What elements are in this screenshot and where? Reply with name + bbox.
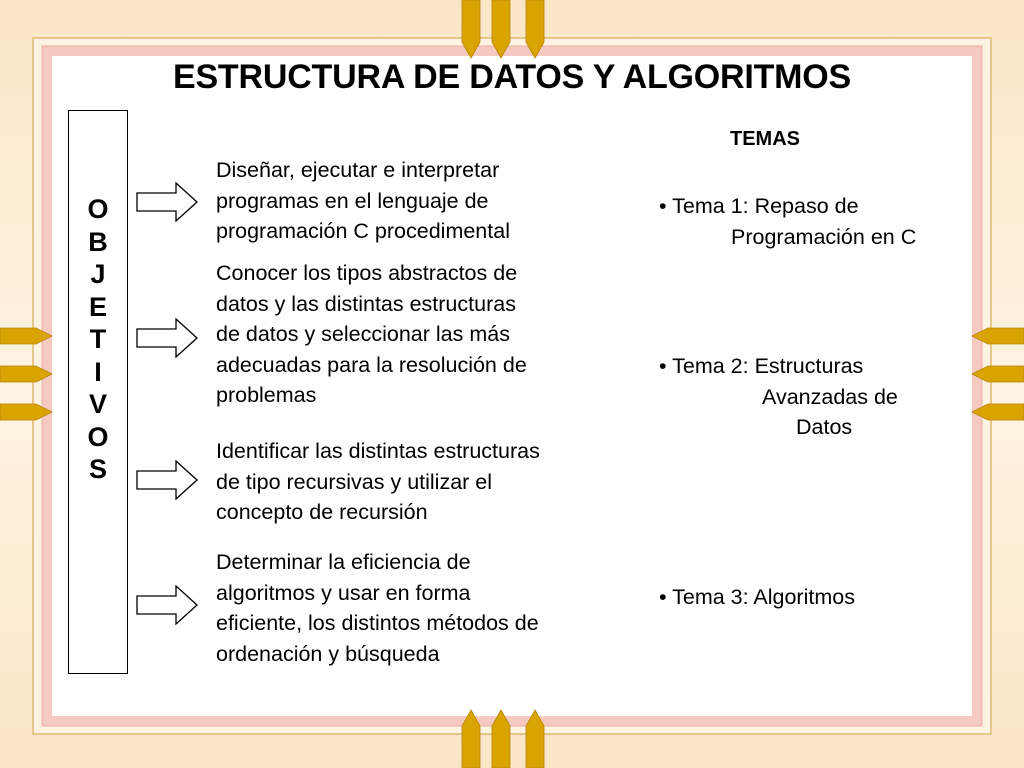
tema-line: Tema 1: Repaso de — [672, 194, 859, 218]
objetivo-item — [216, 436, 611, 528]
objetivos-letter: S — [88, 454, 107, 484]
bottom-ribbons-decoration — [462, 710, 544, 768]
objetivo-line: de datos y seleccionar las más — [216, 322, 510, 346]
objetivo-line: ordenación y búsqueda — [216, 641, 440, 666]
objetivo-line: eficiente, los distintos métodos de — [216, 611, 539, 635]
bullet-icon: • — [659, 354, 667, 378]
right-arrow-icon — [136, 585, 198, 625]
objetivo-line: programación C procedimental — [216, 219, 510, 243]
objetivos-letter: O — [87, 194, 109, 224]
temas-heading: TEMAS — [730, 128, 800, 150]
top-ribbons-decoration — [462, 0, 544, 58]
objetivo-line: Conocer los tipos abstractos de — [216, 261, 518, 285]
objetivo-line: problemas — [216, 383, 317, 407]
right-arrow-icon — [136, 182, 198, 222]
right-arrow-icon — [136, 460, 198, 500]
objetivos-letter: E — [88, 291, 107, 322]
tema-line: Programación en C — [731, 224, 917, 249]
objetivo-line: Identificar las distintas estructuras — [216, 439, 540, 463]
objetivos-letter: J — [90, 259, 106, 289]
objetivo-line: Diseñar, ejecutar e interpretar — [216, 158, 500, 182]
objetivo-line: concepto de recursión — [216, 500, 428, 524]
tema-item — [659, 191, 969, 252]
slide-title: ESTRUCTURA DE DATOS Y ALGORITMOS — [172, 58, 852, 96]
bullet-icon: • — [659, 585, 667, 609]
tema-line: Datos — [796, 415, 853, 439]
objetivo-line: Determinar la eficiencia de — [216, 550, 471, 574]
right-arrow-icon — [136, 318, 198, 358]
objetivo-item — [216, 258, 611, 411]
tema-item — [659, 351, 969, 443]
tema-line: Avanzadas de — [762, 384, 898, 409]
objetivo-line: adecuadas para la resolución de — [216, 352, 527, 377]
objetivos-letter: B — [88, 226, 108, 257]
objetivo-line: programas en el lenguaje de — [216, 188, 489, 213]
objetivo-line: de tipo recursivas y utilizar el — [216, 469, 493, 494]
objetivos-letter: V — [88, 389, 107, 419]
objetivo-line: algoritmos y usar en forma — [216, 580, 471, 605]
tema-line: Tema 2: Estructuras — [672, 354, 864, 378]
objetivo-line: datos y las distintas estructuras — [216, 291, 516, 316]
objetivos-vertical-label — [69, 193, 127, 486]
tema-item — [659, 582, 969, 613]
objetivos-letter: O — [87, 421, 109, 452]
objetivos-letter: I — [94, 356, 102, 387]
objetivos-box — [68, 110, 128, 674]
tema-line: Tema 3: Algoritmos — [672, 585, 855, 609]
objetivo-item — [216, 155, 611, 247]
objetivo-item — [216, 547, 611, 669]
bullet-icon: • — [659, 194, 667, 218]
objetivos-letter: T — [89, 324, 107, 354]
